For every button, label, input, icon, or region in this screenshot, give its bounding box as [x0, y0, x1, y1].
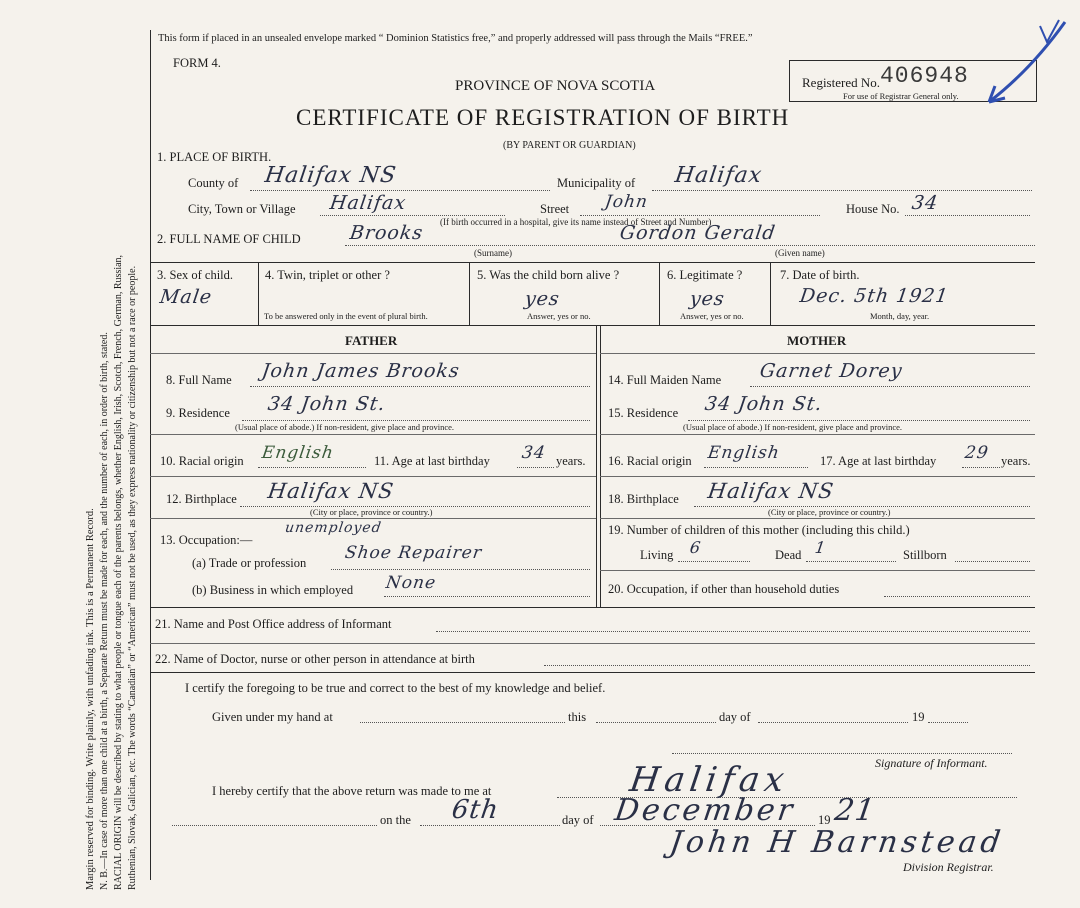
- mother-age-label: 17. Age at last birthday: [820, 454, 937, 468]
- county-value: Halifax NS: [263, 163, 399, 188]
- date-of-birth-note: Month, day, year.: [870, 311, 930, 321]
- mailing-note: This form if placed in an unsealed envelope marked “ Dominion Statistics free,” and properly addressed will pass through the Mails “FREE.”: [158, 33, 753, 44]
- informant-this-label: this: [568, 710, 587, 724]
- informant-day-of-label: day of: [719, 710, 751, 724]
- father-birthplace-note: (City or place, province or country.): [310, 507, 433, 517]
- margin-note-racial-origin: RACIAL ORIGIN will be described by stating to what people or tongue each of the parents belongs, whether English, Irish, Scotch, French, German, Russian,: [113, 254, 124, 890]
- informant-year-prefix: 19: [912, 710, 925, 724]
- municipality-value: Halifax: [673, 163, 764, 188]
- child-given-name-value: Gordon Gerald: [618, 222, 778, 244]
- father-residence-value: 34 John St.: [266, 393, 388, 415]
- certificate-subtitle: (BY PARENT OR GUARDIAN): [503, 140, 636, 151]
- child-surname-value: Brooks: [348, 222, 425, 244]
- father-name-value: John James Brooks: [260, 360, 462, 382]
- father-trade-value: Shoe Repairer: [343, 543, 484, 563]
- province-heading: PROVINCE OF NOVA SCOTIA: [455, 78, 656, 94]
- registrar-certify-text: I hereby certify that the above return was made to me at: [212, 784, 492, 798]
- house-number-value: 34: [910, 192, 940, 214]
- born-alive-value: yes: [523, 288, 562, 310]
- certificate-title: CERTIFICATE OF REGISTRATION OF BIRTH: [296, 105, 790, 130]
- sex-value: Male: [158, 286, 214, 308]
- father-business-value: None: [384, 573, 438, 593]
- mother-birthplace-value: Halifax NS: [706, 479, 836, 503]
- mother-residence-value: 34 John St.: [703, 393, 825, 415]
- check-mark-icon: [985, 12, 1070, 107]
- mother-birthplace-label: 18. Birthplace: [608, 492, 679, 506]
- father-age-value: 34: [520, 443, 548, 463]
- registrar-place-value: Halifax: [627, 760, 792, 800]
- date-of-birth-value: Dec. 5th 1921: [798, 285, 951, 307]
- children-stillborn-label: Stillborn: [903, 548, 947, 562]
- father-residence-label: 9. Residence: [166, 406, 230, 420]
- division-registrar-caption: Division Registrar.: [903, 860, 994, 874]
- sex-label: 3. Sex of child.: [157, 268, 234, 282]
- mother-heading: MOTHER: [787, 333, 847, 348]
- father-birthplace-value: Halifax NS: [266, 479, 396, 503]
- informant-certify-text: I certify the foregoing to be true and correct to the best of my knowledge and belief.: [185, 681, 606, 695]
- signature-of-informant-caption: Signature of Informant.: [875, 756, 988, 770]
- place-of-birth-heading: 1. PLACE OF BIRTH.: [157, 150, 272, 164]
- father-heading: FATHER: [345, 333, 398, 348]
- registrar-day-of-label: day of: [562, 813, 594, 827]
- twin-note: To be answered only in the event of plural birth.: [264, 311, 428, 321]
- born-alive-note: Answer, yes or no.: [527, 311, 591, 321]
- legitimate-label: 6. Legitimate ?: [667, 268, 743, 282]
- registrar-year-prefix: 19: [818, 813, 831, 827]
- children-dead-label: Dead: [775, 548, 802, 562]
- father-age-label: 11. Age at last birthday: [374, 454, 490, 468]
- registrar-on-the-label: on the: [380, 813, 411, 827]
- mother-racial-origin-label: 16. Racial origin: [608, 454, 692, 468]
- margin-rule: [150, 30, 151, 880]
- margin-note-racial-origin-2: Ruthenian, Slovak, Galician, etc. The words “Canadian” or “American” must not be used, as they express nationality or citizenship but not a race or people.: [127, 265, 138, 890]
- mother-age-years: years.: [1001, 454, 1031, 468]
- municipality-label: Municipality of: [557, 176, 636, 190]
- legitimate-note: Answer, yes or no.: [680, 311, 744, 321]
- form-number: FORM 4.: [173, 56, 221, 70]
- registrar-month-value: December: [612, 793, 798, 828]
- date-of-birth-label: 7. Date of birth.: [780, 268, 860, 282]
- father-trade-label: (a) Trade or profession: [192, 556, 307, 570]
- father-occupation-label: 13. Occupation:—: [160, 533, 253, 547]
- mother-residence-label: 15. Residence: [608, 406, 679, 420]
- mother-age-value: 29: [963, 443, 991, 463]
- registrar-use-note: For use of Registrar General only.: [843, 91, 959, 101]
- children-count-label: 19. Number of children of this mother (including this child.): [608, 523, 910, 537]
- house-number-label: House No.: [846, 202, 900, 216]
- city-label: City, Town or Village: [188, 202, 296, 216]
- division-registrar-signature: John H Barnstead: [667, 825, 1007, 860]
- street-value: John: [603, 192, 650, 212]
- given-name-caption: (Given name): [775, 248, 825, 258]
- registered-number: 406948: [880, 63, 969, 89]
- born-alive-label: 5. Was the child born alive ?: [477, 268, 620, 282]
- children-dead-value: 1: [813, 538, 828, 557]
- given-under-hand-label: Given under my hand at: [212, 710, 333, 724]
- children-living-value: 6: [688, 538, 703, 557]
- father-name-label: 8. Full Name: [166, 373, 232, 387]
- city-value: Halifax: [328, 192, 408, 214]
- mother-name-value: Garnet Dorey: [758, 360, 905, 382]
- children-living-label: Living: [640, 548, 674, 562]
- father-residence-note: (Usual place of abode.) If non-resident, give place and province.: [235, 422, 455, 432]
- mother-birthplace-note: (City or place, province or country.): [768, 507, 891, 517]
- legitimate-value: yes: [688, 288, 727, 310]
- registrar-day-value: 6th: [449, 795, 501, 825]
- street-label: Street: [540, 202, 570, 216]
- informant-label: 21. Name and Post Office address of Informant: [155, 617, 392, 631]
- father-occupation-value: unemployed: [283, 520, 383, 536]
- mother-residence-note: (Usual place of abode.) If non-resident, give place and province.: [683, 422, 903, 432]
- registered-label: Registered No.: [802, 75, 880, 90]
- hospital-note: (If birth occurred in a hospital, give its name instead of Street and Number): [440, 217, 712, 227]
- margin-note-separate-return: N. B.—In case of more than one child at a birth, a Separate Return must be made for each, and the number of each, in order of birth, stated.: [99, 332, 110, 890]
- father-business-label: (b) Business in which employed: [192, 583, 354, 597]
- county-label: County of: [188, 176, 239, 190]
- mother-racial-origin-value: English: [706, 443, 782, 463]
- margin-note-binding: Margin reserved for binding. Write plainly, with unfading ink. This is a Permanent Record.: [85, 508, 96, 890]
- father-age-years: years.: [556, 454, 586, 468]
- child-name-label: 2. FULL NAME OF CHILD: [157, 232, 301, 246]
- father-racial-origin-value: English: [260, 443, 336, 463]
- father-racial-origin-label: 10. Racial origin: [160, 454, 244, 468]
- surname-caption: (Surname): [474, 248, 512, 258]
- mother-name-label: 14. Full Maiden Name: [608, 373, 722, 387]
- twin-label: 4. Twin, triplet or other ?: [265, 268, 390, 282]
- father-birthplace-label: 12. Birthplace: [166, 492, 237, 506]
- attendant-label: 22. Name of Doctor, nurse or other person in attendance at birth: [155, 652, 475, 666]
- registrar-year-value: 21: [832, 793, 878, 828]
- mother-occupation-label: 20. Occupation, if other than household duties: [608, 582, 840, 596]
